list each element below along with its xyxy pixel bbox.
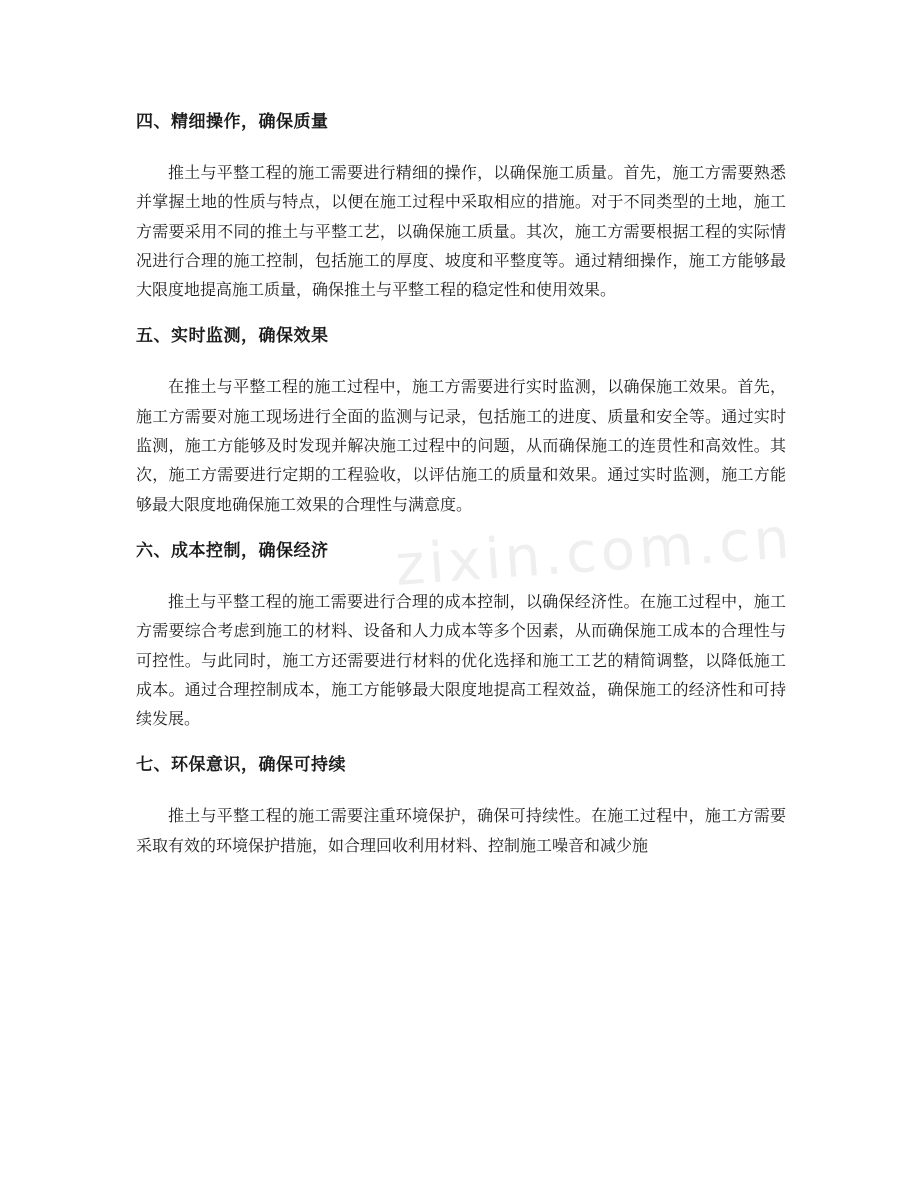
section-paragraph-7: 推土与平整工程的施工需要注重环境保护，确保可持续性。在施工过程中，施工方需要采取有效的环境保护措施，如合理回收利用材料、控制施工噪音和减少施 (136, 806, 786, 855)
section-heading-6: 六、成本控制，确保经济 (136, 540, 329, 561)
section-paragraph-6: 推土与平整工程的施工需要进行合理的成本控制，以确保经济性。在施工过程中，施工方需要综合考虑到施工的材料、设备和人力成本等多个因素，从而确保施工成本的合理性与可控性。与此同时，施工方还需要进行材料的优化选择和施工工艺的精简调整，以降低施工成本。通过合理控制成本，施工方能够最大限度地提高工程效益，确保施工的经济性和可持续发展。 (136, 591, 786, 729)
section-paragraph-5: 在推土与平整工程的施工过程中，施工方需要进行实时监测，以确保施工效果。首先，施工方需要对施工现场进行全面的监测与记录，包括施工的进度、质量和安全等。通过实时监测，施工方能够及时发现并解决施工过程中的问题，从而确保施工的连贯性和高效性。其次，施工方需要进行定期的工程验收，以评估施工的质量和效果。通过实时监测，施工方能够最大限度地确保施工效果的合理性与满意度。 (136, 377, 786, 514)
section-paragraph-4: 推土与平整工程的施工需要进行精细的操作，以确保施工质量。首先，施工方需要熟悉并掌握土地的性质与特点，以便在施工过程中采取相应的措施。对于不同类型的土地，施工方需要采用不同的推土与平整工艺，以确保施工质量。其次，施工方需要根据工程的实际情况进行合理的施工控制，包括施工的厚度、坡度和平整度等。通过精细操作，施工方能够最大限度地提高施工质量，确保推土与平整工程的稳定性和使用效果。 (136, 163, 786, 300)
section-heading-7: 七、环保意识，确保可持续 (136, 755, 346, 776)
watermark: zixin.com.cn (393, 506, 796, 599)
section-heading-4: 四、精细操作，确保质量 (136, 112, 329, 132)
section-heading-5: 五、实时监测，确保效果 (136, 326, 329, 347)
document-content (136, 102, 786, 872)
